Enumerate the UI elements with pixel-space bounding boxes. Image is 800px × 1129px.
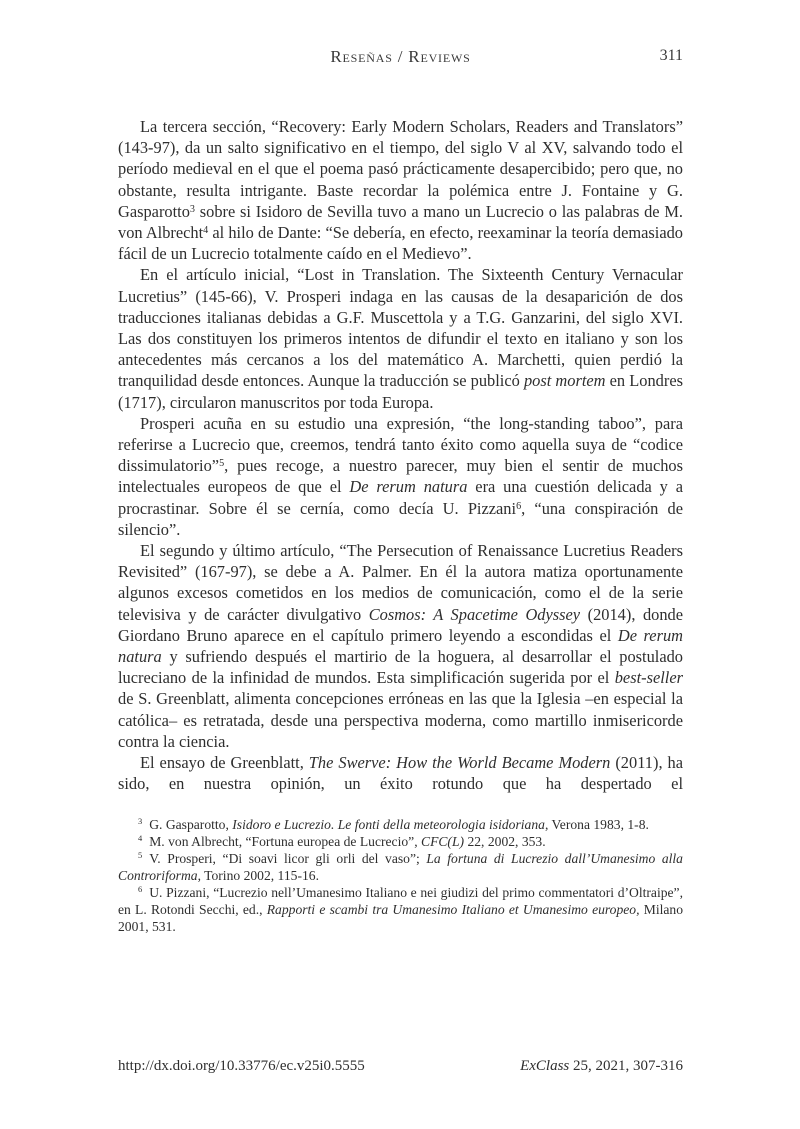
text-run: post mortem <box>523 371 606 391</box>
text-run: y sufriendo después el martirio de la hoguera, al desarrollar el postulado lucreciano de la infinidad de mundos. Esta simplificación sugerida por el <box>118 647 683 688</box>
header-title: Reseñas / Reviews <box>330 47 471 66</box>
text-run: De rerum natura <box>118 625 683 667</box>
footnote-number: 5 <box>138 850 143 861</box>
footnote-number: 6 <box>138 884 143 895</box>
paragraphs-container <box>118 116 683 795</box>
text-run: ExClass <box>520 1058 570 1074</box>
text-run: El ensayo de Greenblatt, <box>140 753 309 773</box>
text-run: Prosperi acuña en su estudio una expresión, “the long-standing taboo”, para referirse a Lucrecio que, creemos, tendrá tanto éxito como aquella suya de “codice dissimulatorio” <box>118 413 683 476</box>
paragraph <box>118 116 683 264</box>
text-run: Cosmos: A Spacetime Odyssey <box>368 604 581 624</box>
text-run: La fortuna di Lucrezio dall’Umanesimo alla Controriforma <box>118 850 683 883</box>
text-run: Rapporti e scambi tra Umanesimo Italiano et Umanesimo europeo, <box>266 901 640 917</box>
text-run: en Londres (1717), circularon manuscritos por toda Europa. <box>118 371 683 412</box>
footnote-reference: 5 <box>219 458 225 470</box>
text-run: era una cuestión delicada y a procrastinar. Sobre él se cernía, como decía U. Pizzani <box>118 477 683 518</box>
text-run: (2011), ha sido, en nuestra opinión, un éxito rotundo que ha despertado el <box>118 753 684 794</box>
text-run: La tercera sección, “Recovery: Early Modern Scholars, Readers and Translators” (143-97), da un salto significativo en el tiempo, del siglo V al XV, salvando todo el período medieval en el que el poema pasó prácticamente desapercibido; pero que, no obstante, resulta intrigante. Baste recordar la polémica entre J. Fontaine y G. Gasparotto <box>118 117 683 221</box>
page-number: 311 <box>659 47 683 64</box>
footnote <box>118 833 683 850</box>
text-run: De rerum natura <box>349 477 468 497</box>
text-run: En el artículo inicial, “Lost in Translation. The Sixteenth Century Vernacular Lucretius” (145-66), V. Prosperi indaga en las causas de la desaparición de dos traducciones italianas debidas a G.F. Muscettola y a T.G. Ganzarini, del siglo XVI. Las dos constituyen los primeros intentos de difundir el texto en italiano y son los antecedentes más cercanos a los del matemático A. Marchetti, quien perdió la tranquilidad desde entonces. Aunque la traducción se publicó <box>118 265 683 391</box>
text-run: V. Prosperi, “Di soavi licor gli orli del vaso”; <box>149 850 427 866</box>
text-run: The Swerve: How the World Became Modern <box>308 753 611 773</box>
footnote-reference: 6 <box>516 500 522 512</box>
text-run: 22, 2002, 353. <box>464 833 546 849</box>
text-run: U. Pizzani, “Lucrezio nell’Umanesimo Italiano e nei giudizi del primo commentatori d’Oltraipe”, en L. Rotondi Secchi, ed., <box>118 884 683 917</box>
footnote-number: 3 <box>138 816 143 827</box>
text-run: best-seller <box>614 668 683 688</box>
paragraph <box>118 752 683 794</box>
doi-text: http://dx.doi.org/10.33776/ec.v25i0.5555 <box>118 1058 365 1074</box>
text-run: sobre si Isidoro de Sevilla tuvo a mano un Lucrecio o las palabras de M. von Albrecht <box>118 201 683 243</box>
footnote <box>118 816 683 833</box>
text-run: , pues recoge, a nuestro parecer, muy bien el sentir de muchos intelectuales europeos de que el <box>118 456 683 497</box>
page-footer <box>118 1058 683 1075</box>
text-run: G. Gasparotto, <box>149 816 233 832</box>
footnote <box>118 850 683 884</box>
text-run: (2014), donde Giordano Bruno aparece en el capítulo primero leyendo a escondidas el <box>118 604 684 645</box>
running-header <box>118 47 683 69</box>
text-run: M. von Albrecht, “Fortuna europea de Lucrecio”, <box>149 833 421 849</box>
text-run: , Verona 1983, 1-8. <box>544 816 649 832</box>
paragraph <box>118 413 683 540</box>
journal-citation <box>520 1058 683 1075</box>
text-run: de S. Greenblatt, alimenta concepciones erróneas en las que la Iglesia –en especial la católica– es retratada, desde una perspectiva moderna, como martillo inmisericorde contra la ciencia. <box>118 689 683 751</box>
text-run: 25, 2021, 307-316 <box>569 1058 683 1074</box>
footnote <box>118 884 683 935</box>
paragraph <box>118 540 683 752</box>
text-run: al hilo de Dante: “Se debería, en efecto, reexaminar la teoría demasiado fácil de un Lucrecio totalmente caído en el Medievo”. <box>118 223 683 264</box>
footnote-number: 4 <box>138 833 143 844</box>
footnote-reference: 3 <box>189 203 195 215</box>
footnote-section <box>118 816 683 935</box>
text-run: Milano 2001, 531. <box>118 901 684 934</box>
text-run: CFC(L) <box>421 833 465 849</box>
text-run: , “una conspiración de silencio”. <box>118 498 683 539</box>
paragraph <box>118 264 683 412</box>
text-run: Isidoro e Lucrezio. Le fonti della meteorologia isidoriana <box>232 816 545 832</box>
footnote-reference: 4 <box>203 225 209 237</box>
text-run: , Torino 2002, 115-16. <box>197 867 319 883</box>
text-run: El segundo y último artículo, “The Persecution of Renaissance Lucretius Readers Revisited” (167-97), se debe a A. Palmer. En él la autora matiza oportunamente algunos excesos cometidos en los medios de comunicación, como el de la serie televisiva y de carácter divulgativo <box>118 541 683 624</box>
body-text <box>118 116 683 935</box>
